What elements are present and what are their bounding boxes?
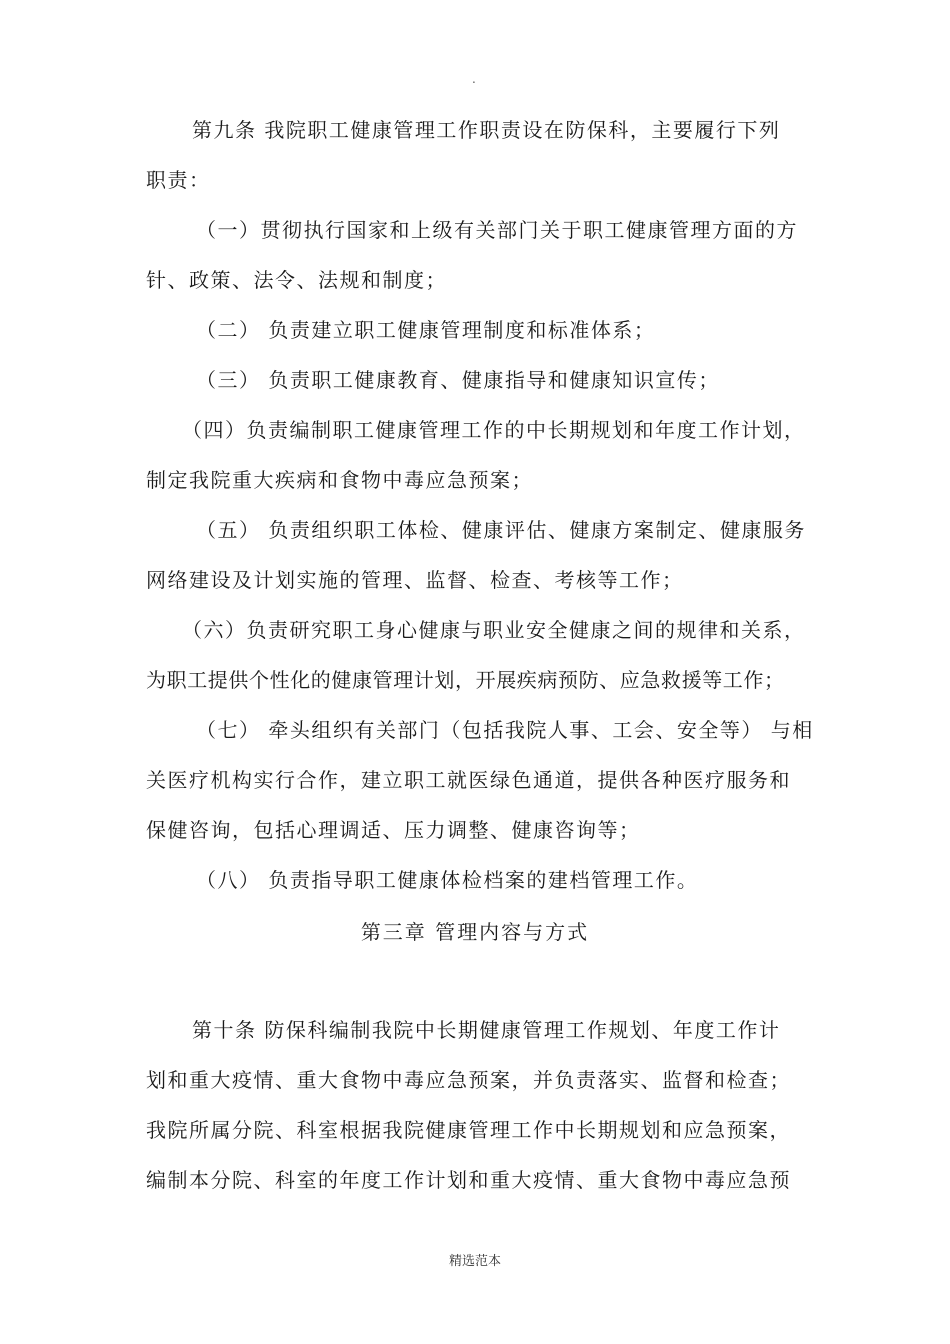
article9-intro-line2: 职责：	[146, 168, 211, 192]
article9-item8: （八） 负责指导职工健康体检档案的建档管理工作。	[196, 868, 699, 892]
article9-item4-line2: 制定我院重大疾病和食物中毒应急预案；	[146, 468, 533, 492]
article10-line2: 划和重大疫情、重大食物中毒应急预案，并负责落实、监督和检查；	[146, 1068, 791, 1092]
header-mark: .	[472, 72, 476, 86]
article9-item5-line1: （五） 负责组织职工体检、健康评估、健康方案制定、健康服务	[196, 518, 806, 542]
article9-item7-line2: 关医疗机构实行合作，建立职工就医绿色通道，提供各种医疗服务和	[146, 768, 791, 792]
article9-item2: （二） 负责建立职工健康管理制度和标准体系；	[196, 318, 656, 342]
article10-line3: 我院所属分院、科室根据我院健康管理工作中长期规划和应急预案，	[146, 1118, 791, 1142]
page-footer: 精选范本	[448, 1254, 501, 1269]
article10-line4: 编制本分院、科室的年度工作计划和重大疫情、重大食物中毒应急预	[146, 1168, 791, 1192]
article9-item7-line3: 保健咨询，包括心理调适、压力调整、健康咨询等；	[146, 818, 641, 842]
article9-item5-line2: 网络建设及计划实施的管理、监督、检查、考核等工作；	[146, 568, 684, 592]
article10-line1: 第十条 防保科编制我院中长期健康管理工作规划、年度工作计	[192, 1018, 781, 1042]
article9-item3: （三） 负责职工健康教育、健康指导和健康知识宣传；	[196, 368, 720, 392]
article9-item4-line1: （四）负责编制职工健康管理工作的中长期规划和年度工作计划，	[182, 418, 806, 442]
article9-item7-line1: （七） 牵头组织有关部门（包括我院人事、工会、安全等） 与相	[196, 718, 814, 742]
article9-item1-line1: （一）贯彻执行国家和上级有关部门关于职工健康管理方面的方	[196, 218, 798, 242]
chapter-heading: 第三章 管理内容与方式	[360, 920, 590, 944]
article9-item6-line1: （六）负责研究职工身心健康与职业安全健康之间的规律和关系，	[182, 618, 806, 642]
article9-item1-line2: 针、政策、法令、法规和制度；	[146, 268, 447, 292]
article9-intro-line1: 第九条 我院职工健康管理工作职责设在防保科，主要履行下列	[192, 118, 781, 142]
article9-item6-line2: 为职工提供个性化的健康管理计划，开展疾病预防、应急救援等工作；	[146, 668, 785, 692]
